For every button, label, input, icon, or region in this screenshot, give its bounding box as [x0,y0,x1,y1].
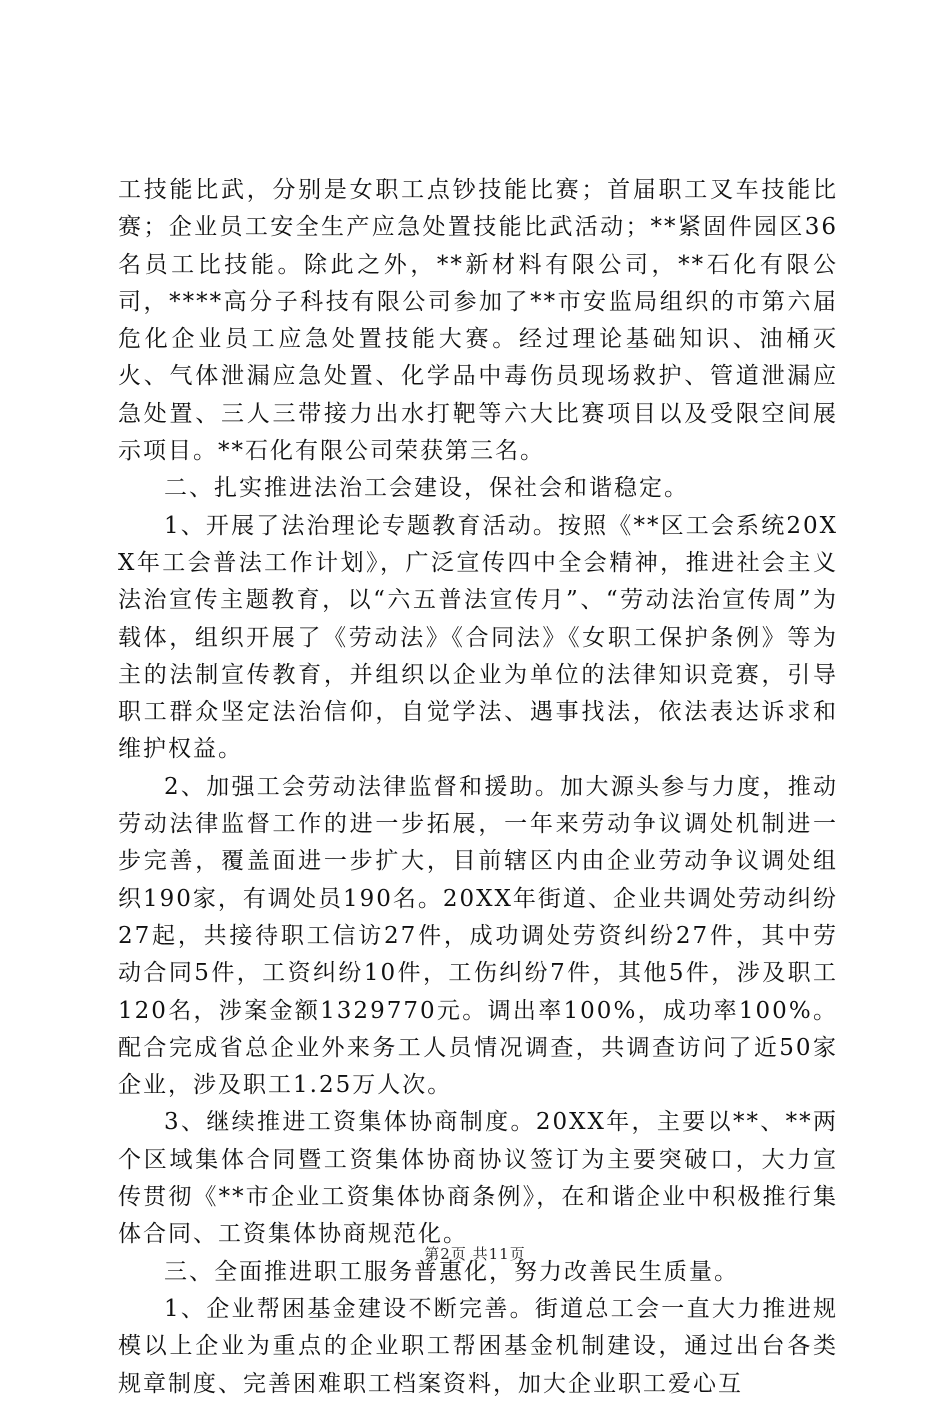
paragraph-skills-competition: 工技能比武，分别是女职工点钞技能比赛；首届职工叉车技能比赛；企业员工安全生产应急处置技能比武活动；**紧固件园区36名员工比技能。除此之外，**新材料有限公司，**石化有限公司，****高分子科技有限公司参加了**市安监局组织的市第六届危化企业员工应急处置技能大赛。经过理论基础知识、油桶灭火、气体泄漏应急处置、化学品中毒伤员现场救护、管道泄漏应急处置、三人三带接力出水打靶等六大比赛项目以及受限空间展示项目。**石化有限公司荣获第三名。 [118,177,838,465]
section-heading-legal-union: 二、扎实推进法治工会建设，保社会和谐稳定。 [164,475,689,502]
paragraph-legal-education: 1、开展了法治理论专题教育活动。按照《**区工会系统20XX年工会普法工作计划》，广泛宣传四中全会精神，推进社会主义法治宣传主题教育，以“六五普法宣传月”、“劳动法治宣传周”为载体，组织开展了《劳动法》《合同法》《女职工保护条例》等为主的法制宣传教育，并组织以企业为单位的法律知识竞赛，引导职工群众坚定法治信仰，自觉学法、遇事找法，依法表达诉求和维护权益。 [118,512,838,763]
document-body [118,172,838,1403]
paragraph-collective-wage-negotiation: 3、继续推进工资集体协商制度。20XX年，主要以**、**两个区域集体合同暨工资集体协商协议签订为主要突破口，大力宣传贯彻《**市企业工资集体协商条例》，在和谐企业中积极推行集体合同、工资集体协商规范化。 [118,1109,838,1248]
section-heading-worker-services: 三、全面推进职工服务普惠化，努力改善民生质量。 [164,1258,739,1285]
paragraph-labor-law-supervision: 2、加强工会劳动法律监督和援助。加大源头参与力度，推动劳动法律监督工作的进一步拓展，一年来劳动争议调处机制进一步完善，覆盖面进一步扩大，目前辖区内由企业劳动争议调处组织190家，有调处员190名。20XX年街道、企业共调处劳动纠纷27起，共接待职工信访27件，成功调处劳资纠纷27件，其中劳动合同5件，工资纠纷10件，工伤纠纷7件，其他5件，涉及职工120名，涉案金额1329770元。调出率100%，成功率100%。配合完成省总企业外来务工人员情况调查，共调查访问了近50家企业，涉及职工1.25万人次。 [118,773,838,1099]
page-footer: 第2页 共11页 [424,1245,526,1263]
paragraph-relief-fund: 1、企业帮困基金建设不断完善。街道总工会一直大力推进规模以上企业为重点的企业职工帮困基金机制建设，通过出台各类规章制度、完善困难职工档案资料，加大企业职工爱心互 [118,1295,838,1397]
